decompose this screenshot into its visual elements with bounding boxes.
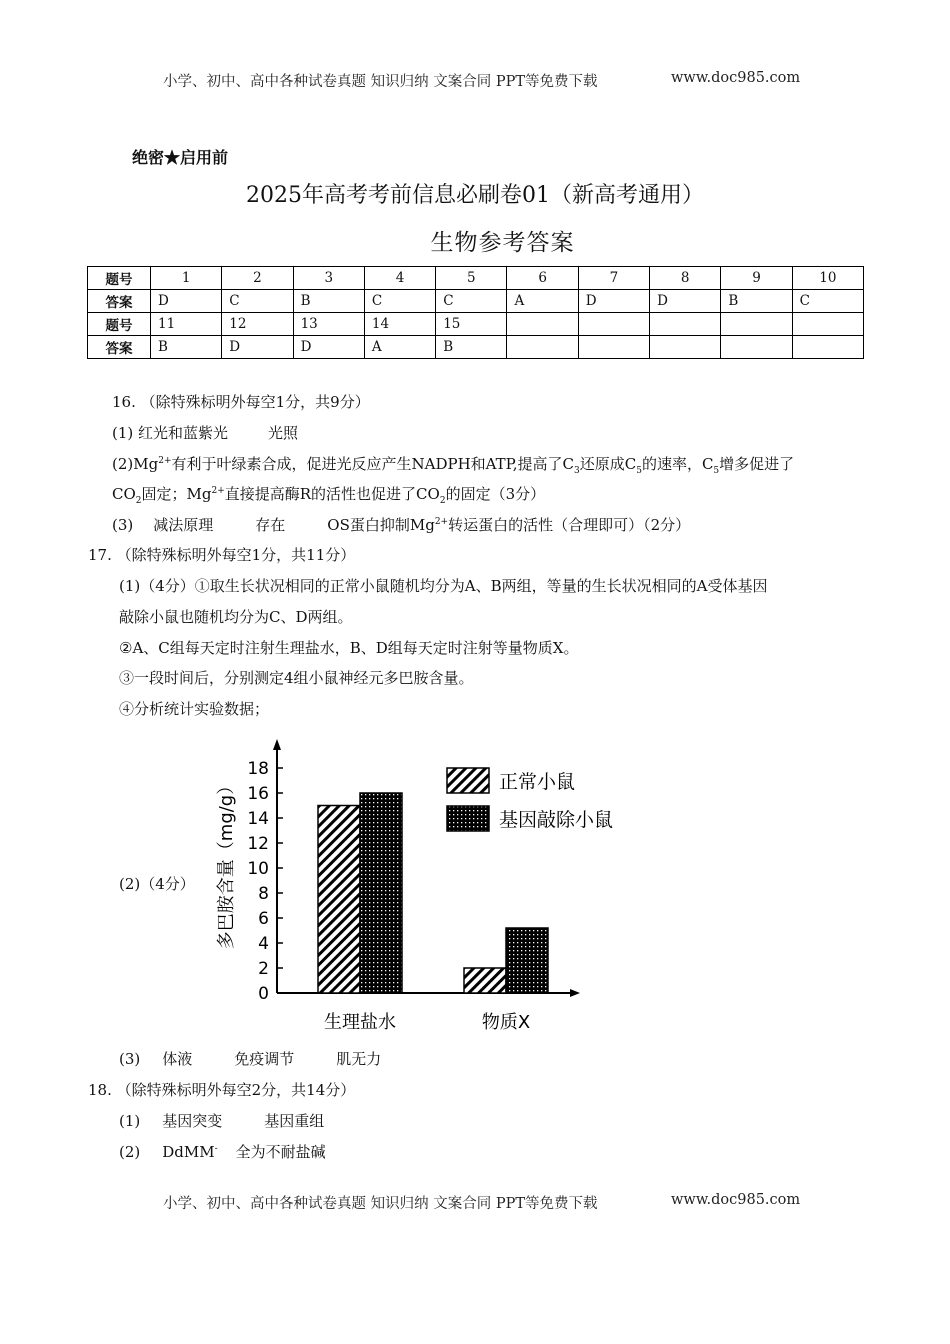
text-fragment: 减法原理	[153, 516, 214, 534]
y-tick-label: 6	[258, 909, 269, 929]
superscript: 2+	[211, 486, 225, 496]
table-cell: 14	[364, 313, 435, 336]
table-cell: A	[364, 336, 435, 359]
table-cell	[578, 336, 649, 359]
text-fragment: (3)	[119, 1050, 141, 1068]
table-cell: 15	[436, 313, 507, 336]
table-label: 题号	[88, 313, 151, 336]
text-fragment: 增多促进了	[719, 455, 795, 473]
y-tick-label: 2	[258, 959, 269, 979]
text-fragment: (2)	[119, 1143, 141, 1161]
legend-label: 基因敲除小鼠	[499, 809, 614, 831]
y-axis-arrow	[273, 739, 281, 750]
q18-part1	[119, 1110, 324, 1131]
table-cell: B	[436, 336, 507, 359]
text-fragment: 基因重组	[264, 1112, 325, 1130]
secret-label: 绝密★启用前	[132, 148, 229, 167]
text-fragment: 免疫调节	[234, 1050, 295, 1068]
text-fragment: 全为不耐盐碱	[235, 1143, 326, 1161]
footer-url[interactable]: www.doc985.com	[671, 1192, 801, 1208]
q17-part1-line2: 敲除小鼠也随机均分为C、D两组。	[119, 608, 353, 626]
text-fragment: 的速率，C	[641, 455, 714, 473]
x-tick-label: 物质X	[481, 1012, 531, 1033]
table-label: 答案	[88, 336, 151, 359]
table-cell	[721, 313, 792, 336]
text-fragment: 的固定（3分）	[445, 485, 546, 503]
text-fragment: (1)	[119, 1112, 141, 1130]
q16-answer-1a: (1) 红光和蓝紫光	[112, 424, 229, 442]
table-cell: 6	[507, 267, 578, 290]
subscript: 5	[636, 466, 642, 476]
table-cell: 7	[578, 267, 649, 290]
legend-swatch	[447, 806, 489, 831]
text-fragment: 转运蛋白的活性（合理即可）（2分）	[448, 516, 691, 534]
table-cell: D	[151, 290, 222, 313]
table-cell: 10	[792, 267, 863, 290]
table-cell: 2	[222, 267, 293, 290]
text-fragment: 存在	[255, 516, 286, 534]
text-fragment: (3)	[112, 516, 134, 534]
subscript: 2	[439, 496, 446, 506]
q17-heading: 17. （除特殊标明外每空1分，共11分）	[88, 546, 356, 564]
table-cell: D	[578, 290, 649, 313]
table-cell: 13	[293, 313, 364, 336]
bar	[506, 928, 548, 993]
text-fragment: 还原成C	[579, 455, 637, 473]
table-label: 答案	[88, 290, 151, 313]
q17-step3: ③一段时间后，分别测定4组小鼠神经元多巴胺含量。	[119, 669, 474, 687]
y-tick-label: 10	[247, 859, 269, 879]
table-cell: 12	[222, 313, 293, 336]
table-cell: 4	[364, 267, 435, 290]
table-cell: 9	[721, 267, 792, 290]
table-cell: B	[151, 336, 222, 359]
header-url[interactable]: www.doc985.com	[671, 70, 801, 86]
table-cell	[792, 313, 863, 336]
table-cell	[650, 336, 721, 359]
text-fragment: CO	[112, 485, 136, 503]
subscript: 2	[135, 496, 142, 506]
q16-answer-1b: 光照	[268, 424, 299, 442]
table-cell: 8	[650, 267, 721, 290]
table-cell: 11	[151, 313, 222, 336]
page-title: 2025年高考考前信息必刷卷01（新高考通用）	[246, 183, 704, 208]
header-text: 小学、初中、高中各种试卷真题 知识归纳 文案合同 PPT等免费下载	[163, 74, 598, 90]
bar	[464, 968, 506, 993]
text-fragment: 肌无力	[336, 1050, 382, 1068]
bar	[318, 806, 360, 994]
legend-swatch	[447, 768, 489, 793]
table-cell: C	[436, 290, 507, 313]
q17-part3	[119, 1048, 381, 1069]
table-cell	[507, 313, 578, 336]
subscript: 5	[713, 466, 720, 476]
table-cell: B	[721, 290, 792, 313]
table-cell: 3	[293, 267, 364, 290]
text-fragment: 直接提高酶R的活性也促进了CO	[224, 485, 440, 503]
bar	[360, 793, 402, 993]
text-fragment: OS蛋白抑制Mg	[327, 516, 435, 534]
x-tick-label: 生理盐水	[324, 1012, 396, 1033]
text-fragment: 基因突变	[162, 1112, 223, 1130]
y-tick-label: 12	[247, 834, 269, 854]
y-tick-label: 8	[258, 884, 269, 904]
dopamine-bar-chart	[200, 725, 640, 1040]
table-cell: B	[293, 290, 364, 313]
q16-heading: 16. （除特殊标明外每空1分，共9分）	[112, 393, 370, 411]
table-row-answers-1	[88, 290, 864, 313]
q16-answer-2-cont	[112, 483, 545, 506]
table-cell: D	[650, 290, 721, 313]
table-cell: D	[293, 336, 364, 359]
table-cell: A	[507, 290, 578, 313]
table-row-numbers-1	[88, 267, 864, 290]
q16-answer-1	[112, 422, 298, 443]
table-cell	[578, 313, 649, 336]
y-tick-label: 16	[247, 784, 269, 804]
superscript: 2+	[434, 517, 449, 527]
q16-answer-3	[112, 514, 690, 535]
table-label: 题号	[88, 267, 151, 290]
table-cell: D	[222, 336, 293, 359]
text-fragment: DdMM	[162, 1143, 215, 1161]
y-tick-label: 0	[258, 984, 269, 1004]
x-axis-arrow	[570, 989, 580, 997]
table-cell: 1	[151, 267, 222, 290]
answer-table	[87, 266, 864, 359]
table-cell	[507, 336, 578, 359]
y-tick-label: 4	[258, 934, 269, 954]
subscript: 3	[573, 466, 580, 476]
table-cell: C	[222, 290, 293, 313]
table-cell: 5	[436, 267, 507, 290]
table-row-numbers-2	[88, 313, 864, 336]
q17-step4: ④分析统计实验数据；	[119, 700, 270, 718]
table-cell: C	[364, 290, 435, 313]
table-cell: C	[792, 290, 863, 313]
y-tick-label: 14	[247, 809, 269, 829]
text-fragment: 体液	[162, 1050, 193, 1068]
table-cell	[721, 336, 792, 359]
table-cell	[792, 336, 863, 359]
page-subtitle: 生物参考答案	[430, 230, 575, 256]
y-tick-label: 18	[247, 759, 269, 779]
q16-answer-2	[112, 453, 794, 476]
superscript: 2+	[158, 456, 172, 466]
q17-part1-line1: (1)（4分）①取生长状况相同的正常小鼠随机均分为A、B两组，等量的生长状况相同的A受体基因	[119, 577, 768, 595]
y-axis-label: 多巴胺含量（mg/g）	[216, 776, 237, 950]
q18-part2	[119, 1141, 326, 1162]
text-fragment: 固定；Mg	[141, 485, 212, 503]
text-fragment: 有利于叶绿素合成，促进光反应产生NADPH和ATP,提高了C	[171, 455, 574, 473]
footer-text: 小学、初中、高中各种试卷真题 知识归纳 文案合同 PPT等免费下载	[163, 1196, 598, 1212]
q17-step2: ②A、C组每天定时注射生理盐水，B、D组每天定时注射等量物质X。	[119, 639, 579, 657]
superscript: -	[214, 1144, 218, 1154]
legend-label: 正常小鼠	[499, 771, 576, 793]
table-row-answers-2	[88, 336, 864, 359]
text-fragment: (2)Mg	[112, 455, 159, 473]
q17-part2-label: (2)（4分）	[119, 875, 195, 893]
q18-heading: 18. （除特殊标明外每空2分，共14分）	[88, 1081, 356, 1099]
table-cell	[650, 313, 721, 336]
